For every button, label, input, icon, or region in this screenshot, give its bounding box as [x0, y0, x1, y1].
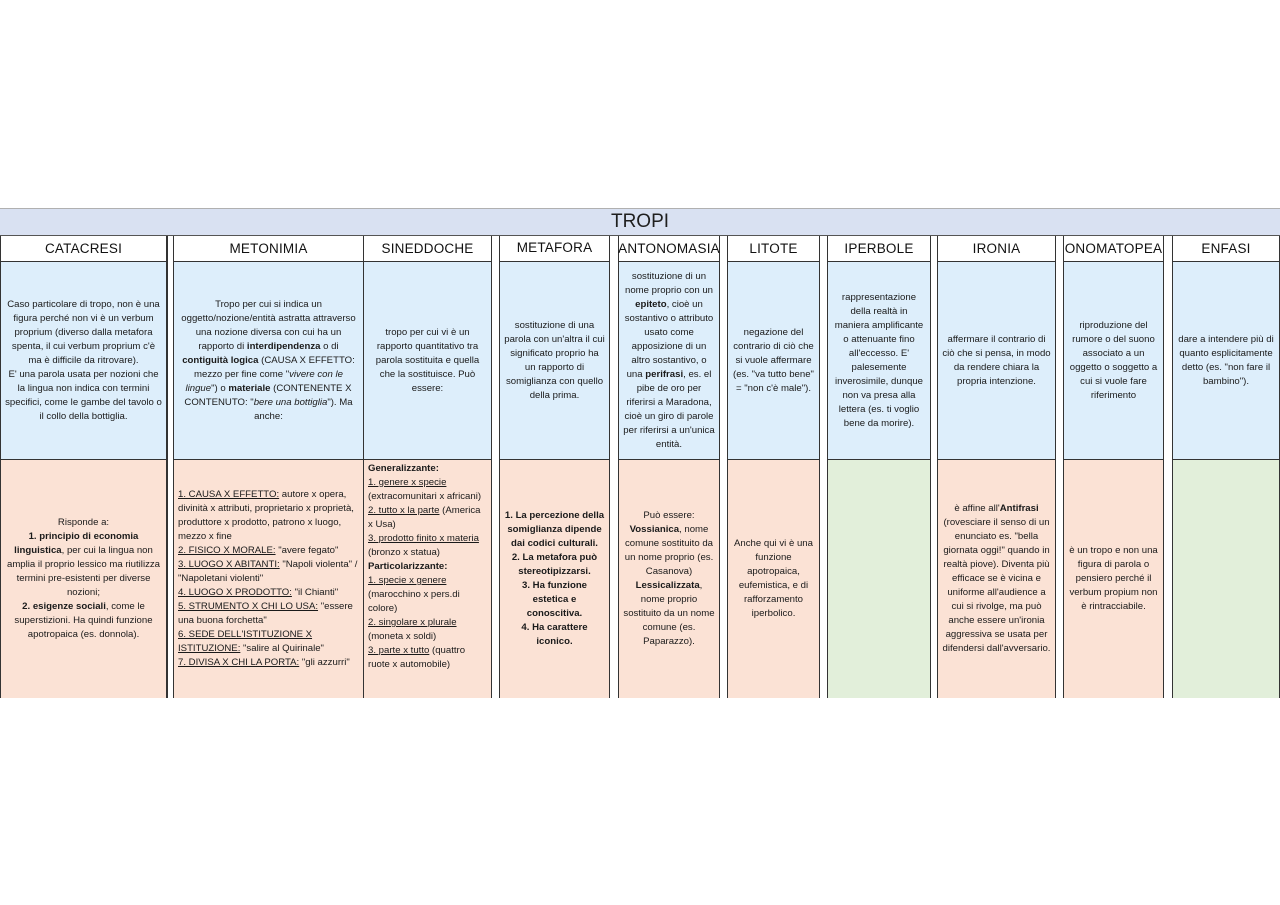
column-antonomasia: [618, 236, 720, 698]
antonomasia-det-text: , nome comune sostituito da un nome proprio (es. Casanova): [624, 524, 714, 577]
table-title: TROPI: [0, 208, 1280, 236]
metonimia-item-label: 5. STRUMENTO X CHI LO USA:: [178, 601, 319, 612]
list-item: [368, 645, 465, 670]
definition-litote: negazione del contrario di ciò che si vuole affermare (es. "va tutto bene" = "non c'è male").: [728, 262, 819, 460]
metonimia-def-bold: interdipendenza: [246, 340, 321, 352]
sineddoche-part-title: Particolarizzante:: [368, 561, 448, 572]
column-sineddoche: [363, 236, 492, 698]
sineddoche-item-label: 2. singolare x plurale: [368, 617, 457, 628]
definition-catacresi: [1, 262, 166, 460]
sineddoche-item-text: (America x Usa): [368, 505, 481, 530]
metonimia-def-text: "). Ma anche:: [254, 396, 353, 422]
column-litote: [727, 236, 820, 698]
metonimia-item-label: 6. SEDE DELL'ISTITUZIONE X ISTITUZIONE:: [178, 629, 313, 654]
antonomasia-det-text: , nome proprio sostituito da un nome comune (es. Paparazzo).: [623, 580, 715, 647]
details-iperbole-empty: [828, 460, 930, 698]
sineddoche-item-text: (moneta x soldi): [368, 631, 437, 642]
antonomasia-def-bold: epiteto: [635, 298, 667, 310]
details-catacresi: [1, 460, 166, 698]
header-onomatopea: ONOMATOPEA: [1064, 236, 1163, 262]
ironia-det-text: (rovesciare il senso di un enunciato es. "bella giornata oggi!" quando in realtà piove). Diventa più efficace se è vicina e uniforme all'audience a cui si rivolge, ma può anche essere un'ironia aggressiva se usata per difendersi dall'avversario.: [942, 517, 1051, 654]
metonimia-item-text: "essere una buona forchetta": [178, 601, 353, 626]
catacresi-det-1-bold: 1. principio di economia linguistica: [14, 531, 139, 556]
header-iperbole: IPERBOLE: [828, 236, 930, 262]
metonimia-item-text: "avere fegato": [275, 545, 339, 556]
details-metonimia: [174, 460, 363, 698]
definition-iperbole: rappresentazione della realtà in maniera amplificante o attenuante fino all'eccesso. E' palesemente inverosimile, dunque non va presa alla lettera (es. ti voglio bene da morire).: [828, 262, 930, 460]
column-metonimia: [173, 236, 364, 698]
list-item: [368, 575, 460, 614]
catacresi-det-2-rest: , come le superstizioni. Ha quindi funzione apotropaica (es. donnola).: [14, 601, 153, 640]
sineddoche-item-text: (quattro ruote x automobile): [368, 645, 466, 670]
metonimia-def-bold: materiale: [228, 382, 271, 394]
sineddoche-item-label: 2. tutto x la parte: [368, 505, 440, 516]
antonomasia-det-bold: Vossianica: [629, 524, 680, 535]
sineddoche-item-text: (bronzo x statua): [368, 547, 440, 558]
definition-ironia: affermare il contrario di ciò che si pensa, in modo da rendere chiara la propria intenzione.: [938, 262, 1055, 460]
list-item: 1. La percezione della somiglianza dipende dai codici culturali.: [504, 510, 605, 549]
list-item: [178, 587, 338, 598]
metonimia-item-label: 1. CAUSA X EFFETTO:: [178, 489, 280, 500]
header-metafora: METAFORA: [500, 236, 609, 262]
column-metafora: [499, 236, 610, 698]
definition-metafora: sostituzione di una parola con un'altra il cui significato proprio ha un rapporto di somiglianza con quello della prima.: [500, 262, 609, 460]
list-item: 2. La metafora può stereotipizzarsi.: [511, 552, 598, 577]
antonomasia-def-text: , es. el pibe de oro per riferirsi a Maradona, cioè un giro di parole per riferirsi a un'unica entità.: [623, 368, 715, 450]
sineddoche-item-label: 3. parte x tutto: [368, 645, 430, 656]
header-metonimia: METONIMIA: [174, 236, 363, 262]
metonimia-def-text: (CONTENENTE X CONTENUTO: ": [184, 382, 352, 408]
column-onomatopea: [1063, 236, 1164, 698]
details-ironia: [938, 460, 1055, 698]
metonimia-item-text: autore x opera, divinità x attributi, proprietario x proprietà, produttore x prodotto, patrono x luogo, mezzo x fine: [178, 489, 354, 542]
antonomasia-det-bold: Lessicalizzata: [635, 580, 700, 591]
list-item: [368, 477, 481, 502]
catacresi-def-1: Caso particolare di tropo, non è una figura perché non vi è un verbum proprium (diverso dalla metafora spenta, il cui verbum proprium c'è ma è difficile da ritrovare).: [7, 298, 160, 366]
catacresi-def-2: E' una parola usata per nozioni che la lingua non indica con termini specifici, come le gambe del tavolo o il collo della bottiglia.: [5, 368, 162, 422]
header-antonomasia: ANTONOMASIA: [619, 236, 719, 262]
sineddoche-item-label: 3. prodotto finito x materia: [368, 533, 479, 544]
header-sineddoche: SINEDDOCHE: [364, 236, 491, 262]
list-item: 4. Ha carattere iconico.: [521, 622, 588, 647]
definition-sineddoche: tropo per cui vi è un rapporto quantitativo tra parola sostituita e quella che la sostituisce. Può essere:: [364, 262, 491, 460]
antonomasia-def-bold: perifrasi: [645, 368, 684, 380]
list-item: [178, 657, 350, 668]
column-iperbole: [827, 236, 931, 698]
metonimia-def-text: ") o: [211, 382, 229, 394]
sineddoche-item-text: (extracomunitari x africani): [368, 491, 482, 502]
list-item: [368, 505, 481, 530]
header-litote: LITOTE: [728, 236, 819, 262]
metonimia-item-text: "gli azzurri": [299, 657, 350, 668]
sineddoche-item-text: (marocchino x pers.di colore): [368, 589, 460, 614]
details-sineddoche: [364, 460, 491, 698]
ironia-det-bold: Antifrasi: [999, 503, 1039, 514]
list-item: [368, 617, 457, 642]
header-enfasi: ENFASI: [1173, 236, 1279, 262]
antonomasia-det-intro: Può essere:: [643, 510, 695, 521]
list-item: [368, 533, 479, 558]
metonimia-def-italic: bere una bottiglia: [253, 396, 328, 408]
sineddoche-item-label: 1. specie x genere: [368, 575, 447, 586]
metonimia-def-bold: contiguità logica: [182, 354, 259, 366]
catacresi-det-intro: Risponde a:: [57, 517, 110, 528]
definition-onomatopea: riproduzione del rumore o del suono associato a un oggetto o soggetto a cui si vuole fare riferimento: [1064, 262, 1163, 460]
spreadsheet: [0, 208, 1280, 698]
list-item: [178, 601, 353, 626]
antonomasia-def-text: sostituzione di un nome proprio con un: [625, 270, 713, 296]
list-item: [178, 545, 338, 556]
metonimia-item-text: "il Chianti": [291, 587, 339, 598]
sineddoche-item-label: 1. genere x specie: [368, 477, 447, 488]
list-item: [178, 629, 324, 654]
metonimia-item-label: 4. LUOGO X PRODOTTO:: [178, 587, 292, 598]
metonimia-item-text: "salire al Quirinale": [240, 643, 324, 654]
details-metafora: [500, 460, 609, 698]
details-antonomasia: [619, 460, 719, 698]
metonimia-def-text: Tropo per cui si indica un oggetto/nozione/entità astratta attraverso una nozione diversa con cui ha un rapporto di: [181, 298, 356, 352]
metonimia-def-text: (CAUSA X EFFETTO: mezzo per fine come ": [194, 354, 355, 380]
catacresi-det-1-rest: , per cui la lingua non amplia il proprio lessico ma riutilizza termini pre-esistenti per diverse nozioni;: [6, 545, 161, 598]
definition-antonomasia: [619, 262, 719, 460]
header-ironia: IRONIA: [938, 236, 1055, 262]
metonimia-item-label: 7. DIVISA X CHI LA PORTA:: [178, 657, 300, 668]
definition-enfasi: dare a intendere più di quanto esplicitamente detto (es. "non fare il bambino").: [1173, 262, 1279, 460]
details-litote: Anche qui vi è una funzione apotropaica, eufemistica, e di rafforzamento iperbolico.: [728, 460, 819, 698]
list-item: [178, 559, 357, 584]
column-ironia: [937, 236, 1056, 698]
column-catacresi: [0, 236, 167, 698]
metonimia-item-text: "Napoli violenta" / "Napoletani violenti": [178, 559, 358, 584]
details-enfasi-empty: [1173, 460, 1279, 698]
metonimia-def-italic: vivere con le lingue: [185, 368, 343, 394]
sineddoche-gen-title: Generalizzante:: [368, 463, 439, 474]
metonimia-item-label: 2. FISICO X MORALE:: [178, 545, 276, 556]
antonomasia-def-text: , cioè un sostantivo o attributo usato come apposizione di un altro sostantivo, o una: [624, 298, 714, 380]
header-catacresi: CATACRESI: [1, 236, 166, 262]
ironia-det-text: è affine all': [954, 503, 1000, 514]
definition-metonimia: [174, 262, 363, 460]
metonimia-def-text: o di: [320, 340, 339, 352]
catacresi-det-2-bold: 2. esigenze sociali: [22, 601, 106, 612]
column-enfasi: [1172, 236, 1280, 698]
list-item: 3. Ha funzione estetica e conoscitiva.: [521, 580, 588, 619]
details-onomatopea: è un tropo e non una figura di parola o pensiero perché il verbum propium non è rintracciabile.: [1064, 460, 1163, 698]
list-item: [178, 489, 354, 542]
metonimia-item-label: 3. LUOGO X ABITANTI:: [178, 559, 280, 570]
